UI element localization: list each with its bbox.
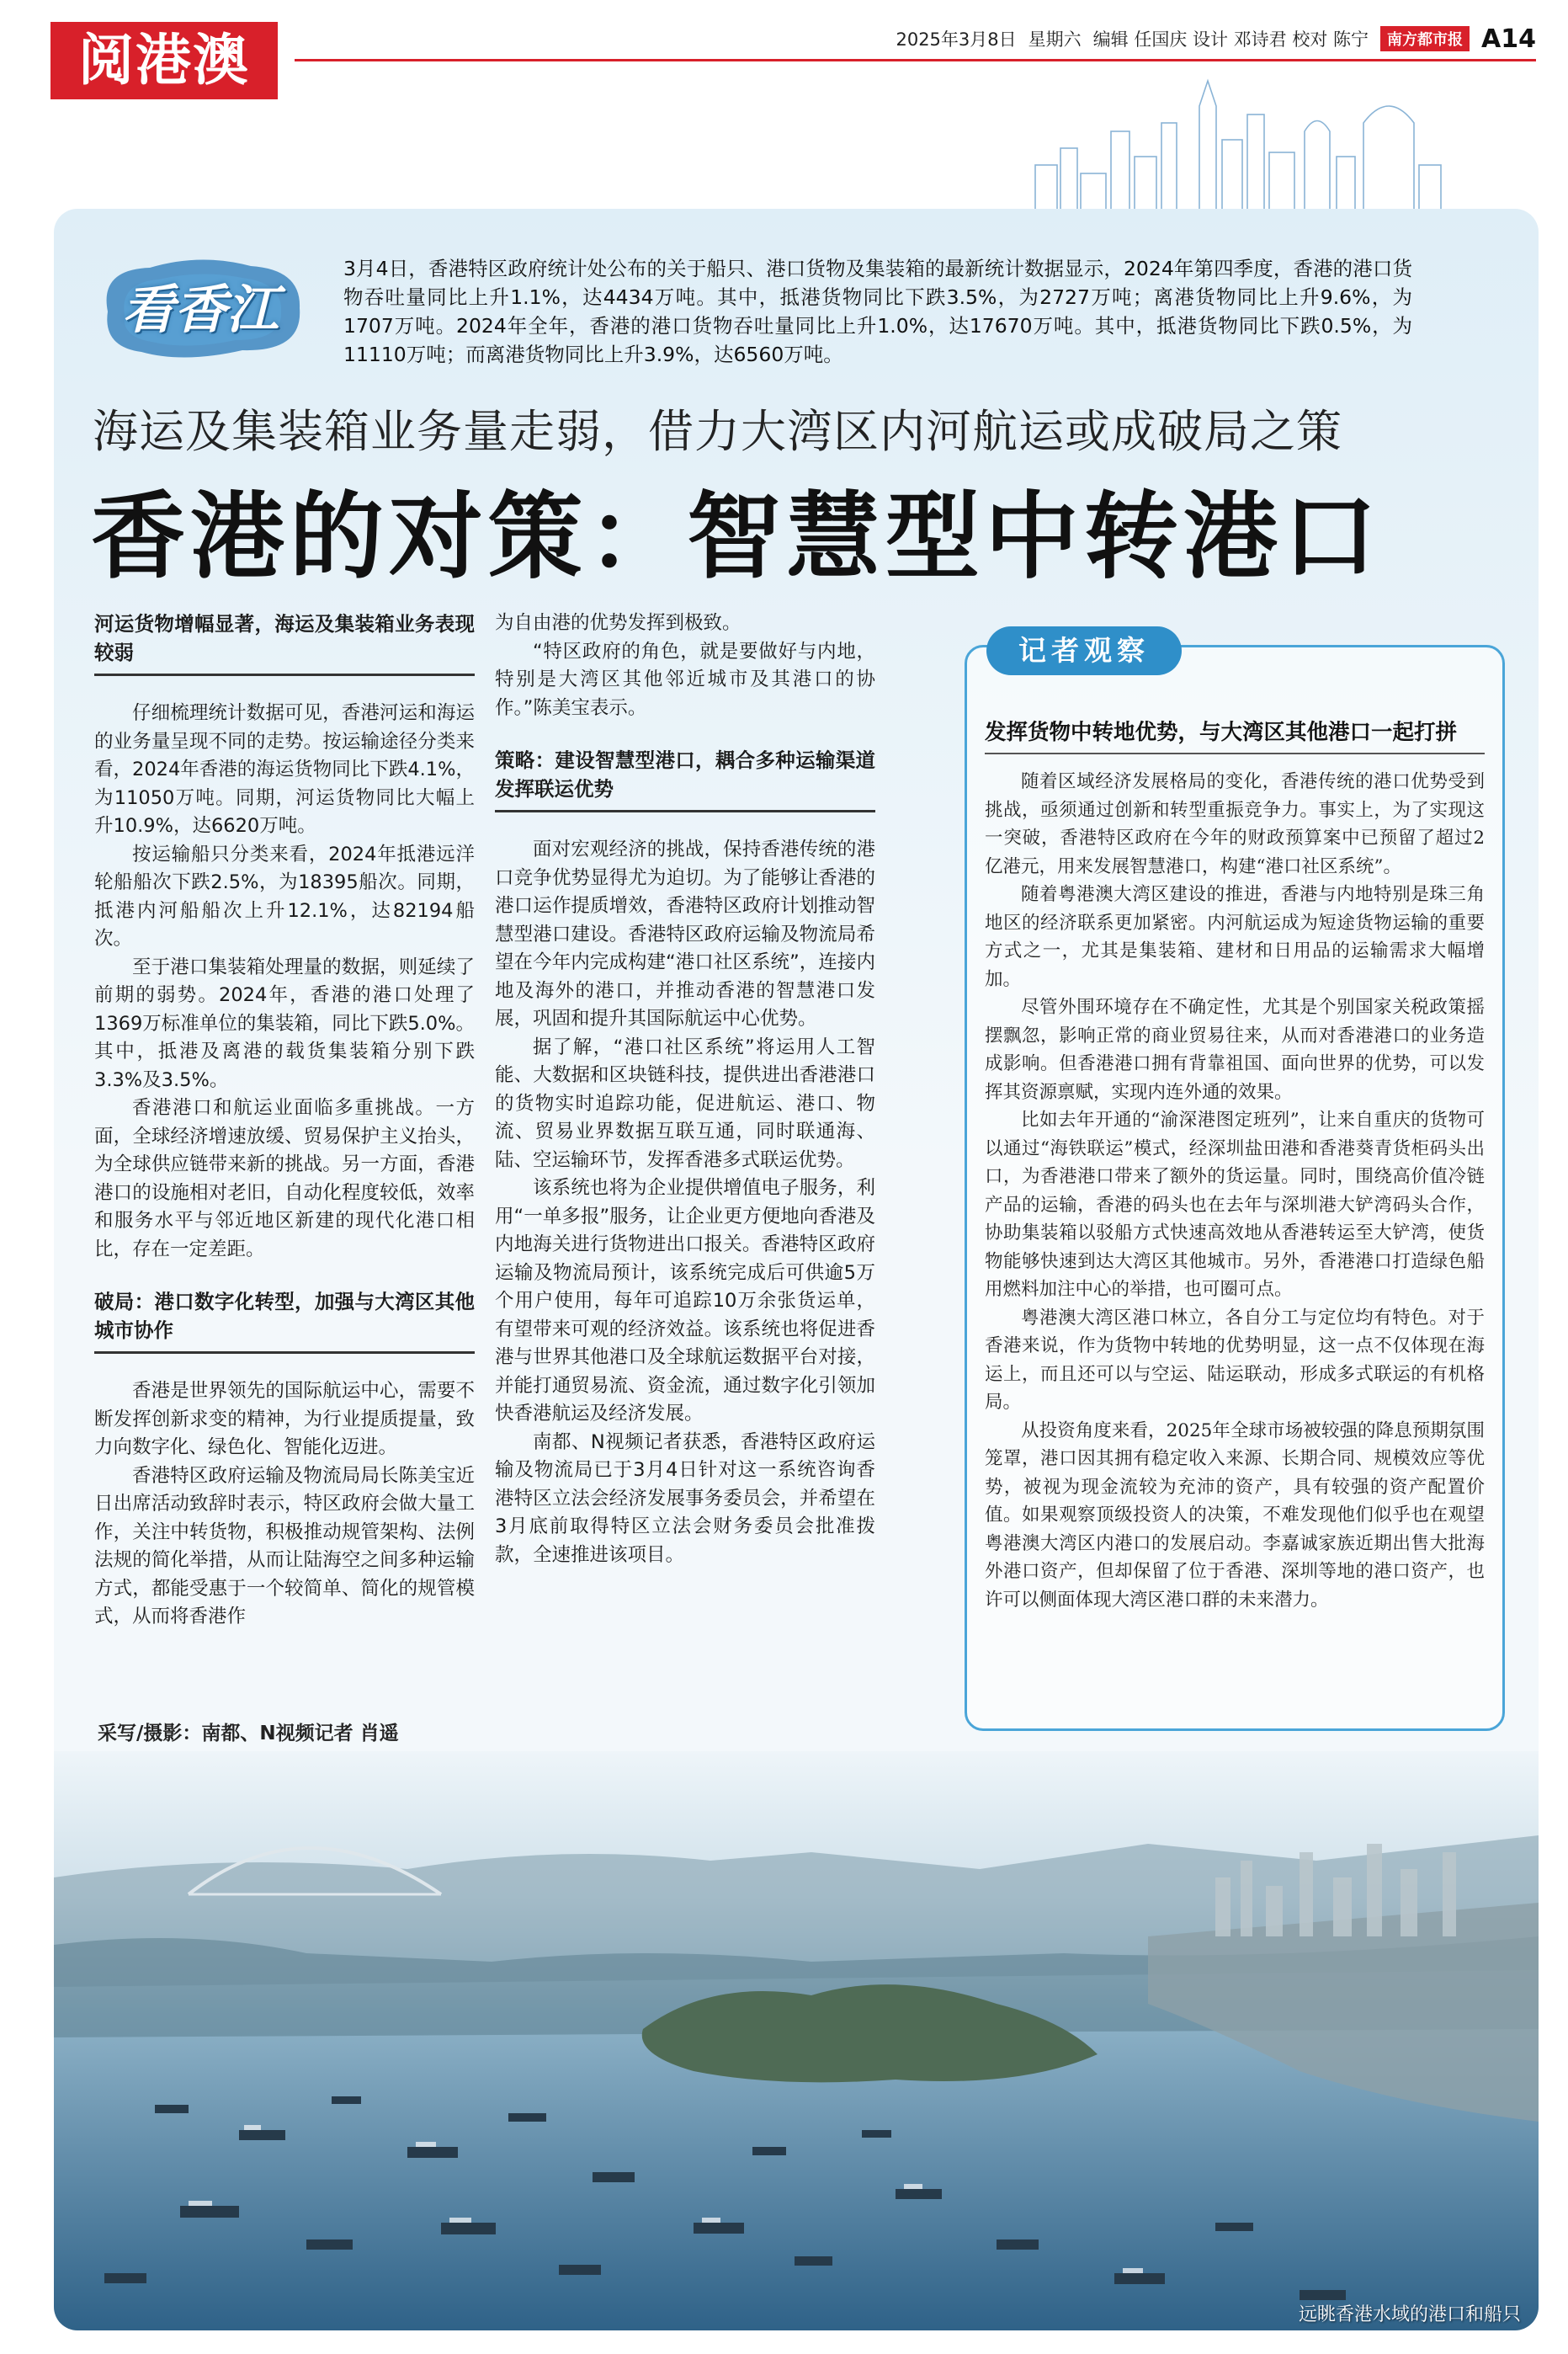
newspaper-logo: 南方都市报 bbox=[1380, 26, 1470, 51]
paragraph: “特区政府的角色，就是要做好与内地，特别是大湾区其他邻近城市及其港口的协作。”陈美宝表示。 bbox=[495, 640, 875, 719]
paragraph: 南都、N视频记者获悉，香港特区政府运输及物流局已于3月4日针对这一系统咨询香港特区立法会经济发展事务委员会，并希望在3月底前取得特区立法会财务委员会批准拨款，全速推进该项目。 bbox=[495, 1430, 875, 1566]
section-heading-1: 河运货物增幅显著，海运及集装箱业务表现较弱 bbox=[94, 610, 475, 676]
badge bbox=[91, 253, 310, 362]
masthead-rule bbox=[295, 59, 1536, 61]
paragraph: 仔细梳理统计数据可见，香港河运和海运的业务量呈现不同的走势。按运输途径分类来看，2024年香港的海运货物同比下跌4.1%，为11050万吨。同期，河运货物同比大幅上升10.9%，达6620万吨。 bbox=[94, 702, 475, 837]
badge-label: 看香江 bbox=[121, 279, 279, 340]
observation-heading: 发挥货物中转地优势，与大湾区其他港口一起打拼 bbox=[985, 720, 1458, 745]
paragraph: 为自由港的优势发挥到极致。 bbox=[495, 612, 741, 634]
article-column-1 bbox=[94, 610, 475, 1632]
section-heading-3: 策略：建设智慧型港口，耦合多种运输渠道发挥联运优势 bbox=[495, 746, 875, 812]
photo-caption: 远眺香港水域的港口和船只 bbox=[1298, 2304, 1521, 2325]
paragraph: 粤港澳大湾区港口林立，各自分工与定位均有特色。对于香港来说，作为货物中转地的优势明显，这一点不仅体现在海运上，而且还可以与空运、陆运联动，形成多式联运的有机格局。 bbox=[985, 1307, 1485, 1413]
paragraph: 随着粤港澳大湾区建设的推进，香港与内地特别是珠三角地区的经济联系更加紧密。内河航运成为短途货物运输的重要方式之一，尤其是集装箱、建材和日用品的运输需求大幅增加。 bbox=[985, 884, 1485, 990]
paragraph: 该系统也将为企业提供增值电子服务，利用“一单多报”服务，让企业更方便地向香港及内地海关进行货物进出口报关。香港特区政府运输及物流局预计，该系统完成后可供逾5万个用户使用，每年可追踪10万余张货运单，有望带来可观的经济效益。该系统也将促进香港与世界其他港口及全球航运数据平台对接，并能打通贸易流、资金流，通过数字化引领加快香港航运及经济发展。 bbox=[495, 1177, 875, 1425]
paragraph: 香港港口和航运业面临多重挑战。一方面，全球经济增速放缓、贸易保护主义抬头，为全球供应链带来新的挑战。另一方面，香港港口的设施相对老旧，自动化程度较低，效率和服务水平与邻近地区新建的现代化港口相比，存在一定差距。 bbox=[94, 1097, 475, 1260]
paragraph: 从投资角度来看，2025年全球市场被较强的降息预期氛围笼罩，港口因其拥有稳定收入来源、长期合同、规模效应等优势，被视为现金流较为充沛的资产，具有较强的资产配置价值。如果观察顶级投资人的决策，不难发现他们似乎也在观望粤港澳大湾区内港口的发展启动。李嘉诚家族近期出售大批海外港口资产，但却保留了位于香港、深圳等地的港口资产，也许可以侧面体现大湾区港口群的未来潜力。 bbox=[985, 1419, 1485, 1611]
paragraph: 按运输船只分类来看，2024年抵港远洋轮船船次下跌2.5%，为18395船次。同期，抵港内河船船次上升12.1%，达82194船次。 bbox=[94, 843, 475, 950]
page-meta bbox=[896, 24, 1536, 54]
paragraph: 香港特区政府运输及物流局局长陈美宝近日出席活动致辞时表示，特区政府会做大量工作，关注中转货物，积极推动规管架构、法例法规的简化举措，从而让陆海空之间多种运输方式，都能受惠于一个较简单、简化的规管模式，从而将香港作 bbox=[94, 1464, 475, 1627]
byline: 采写/摄影：南都、N视频记者 肖遥 bbox=[98, 1723, 399, 1744]
paragraph: 面对宏观经济的挑战，保持香港传统的港口竞争优势显得尤为迫切。为了能够让香港的港口运作提质增效，香港特区政府计划推动智慧型港口建设。香港特区政府运输及物流局希望在今年内完成构建“港口社区系统”，连接内地及海外的港口，并推动香港的智慧港口发展，巩固和提升其国际航运中心优势。 bbox=[495, 839, 875, 1030]
paragraph: 至于港口集装箱处理量的数据，则延续了前期的弱势。2024年，香港的港口处理了1369万标准单位的集装箱，同比下跌5.0%。其中，抵港及离港的载货集装箱分别下跌3.3%及3.5%。 bbox=[94, 956, 475, 1091]
observation-tag: 记者观察 bbox=[986, 626, 1182, 675]
paragraph: 据了解，“港口社区系统”将运用人工智能、大数据和区块链科技，提供进出香港港口的货物实时追踪功能，促进航运、港口、物流、贸易业界数据互联互通，同时联通海、陆、空运输环节，发挥香港多式联运优势。 bbox=[495, 1036, 875, 1171]
skyline-illustration bbox=[1027, 72, 1448, 216]
paragraph: 随着区域经济发展格局的变化，香港传统的港口优势受到挑战，亟须通过创新和转型重振竞争力。事实上，为了实现这一突破，香港特区政府在今年的财政预算案中已预留了超过2亿港元，用来发展智慧港口，构建“港口社区系统”。 bbox=[985, 771, 1485, 877]
paragraph: 尽管外围环境存在不确定性，尤其是个别国家关税政策摇摆飘忽，影响正常的商业贸易往来，从而对香港港口的业务造成影响。但香港港口拥有背靠祖国、面向世界的优势，可以发挥其资源禀赋，实现内连外通的效果。 bbox=[985, 997, 1485, 1103]
section-logo: 阅港澳 bbox=[50, 22, 278, 99]
issue-weekday: 星期六 bbox=[1028, 29, 1082, 50]
headline-subtitle: 海运及集装箱业务量走弱，借力大湾区内河航运或成破局之策 bbox=[93, 405, 1342, 458]
headline-title: 香港的对策：智慧型中转港口 bbox=[91, 482, 1382, 592]
page-number: A14 bbox=[1481, 24, 1536, 54]
harbour-photo bbox=[54, 1751, 1539, 2330]
article-column-2 bbox=[495, 610, 875, 1569]
harbour-scene-icon bbox=[54, 1751, 1539, 2330]
observation-rule bbox=[985, 753, 1485, 754]
staff-credits: 编辑 任国庆 设计 邓诗君 校对 陈宁 bbox=[1092, 29, 1369, 50]
intro-paragraph: 3月4日，香港特区政府统计处公布的关于船只、港口货物及集装箱的最新统计数据显示，2024年第四季度，香港的港口货物吞吐量同比上升1.1%，达4434万吨。其中，抵港货物同比下跌3.5%，为2727万吨；离港货物同比上升9.6%，为1707万吨。2024年全年，香港的港口货物吞吐量同比上升1.0%，达17670万吨。其中，抵港货物同比下跌0.5%，为11110万吨；而离港货物同比上升3.9%，达6560万吨。 bbox=[343, 257, 1412, 366]
paragraph: 比如去年开通的“渝深港图定班列”，让来自重庆的货物可以通过“海铁联运”模式，经深圳盐田港和香港葵青货柜码头出口，为香港港口带来了额外的货运量。同时，围绕高价值冷链产品的运输，香港的码头也在去年与深圳港大铲湾码头合作，协助集装箱以驳船方式快速高效地从香港转运至大铲湾，使货物能够快速到达大湾区其他城市。另外，香港港口打造绿色船用燃料加注中心的举措，也可圈可点。 bbox=[985, 1110, 1485, 1300]
observation-body bbox=[985, 768, 1485, 1614]
paragraph: 香港是世界领先的国际航运中心，需要不断发挥创新求变的精神，为行业提质提量，致力向数字化、绿色化、智能化迈进。 bbox=[94, 1380, 475, 1458]
section-heading-2: 破局：港口数字化转型，加强与大湾区其他城市协作 bbox=[94, 1287, 475, 1354]
issue-date: 2025年3月8日 bbox=[896, 29, 1017, 50]
